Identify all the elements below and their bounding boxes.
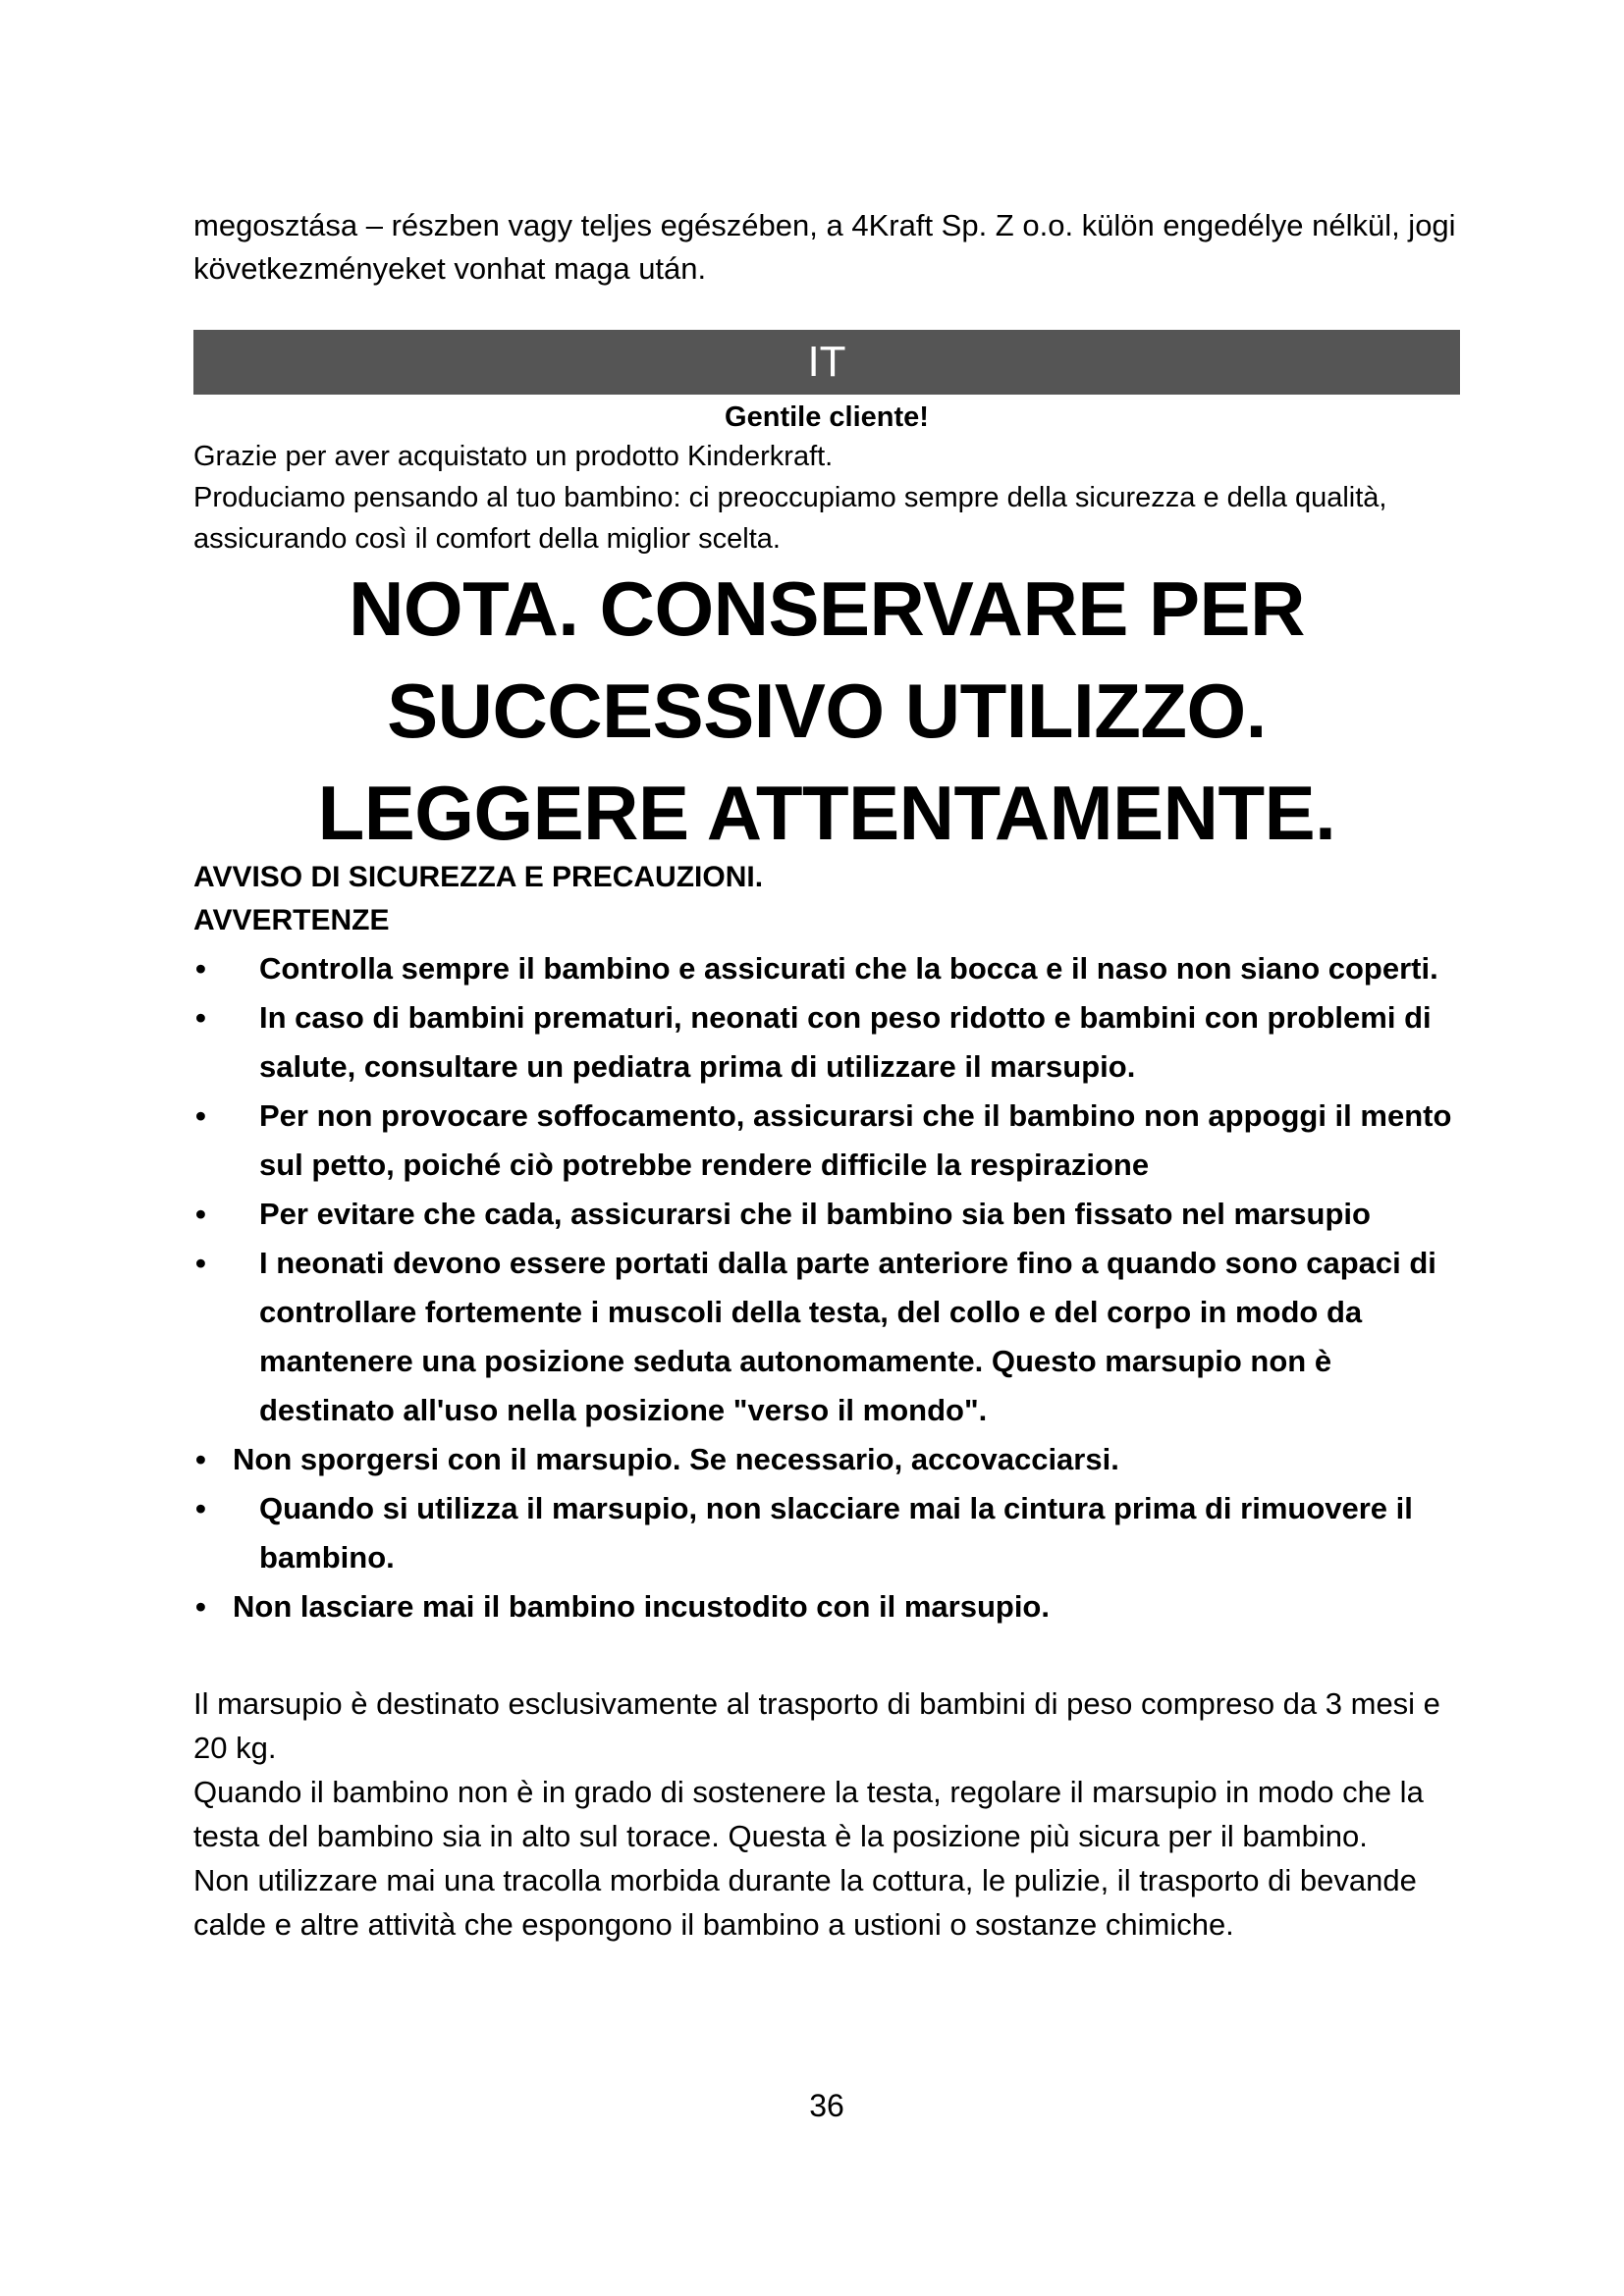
warning-item: • In caso di bambini prematuri, neonati con peso ridotto e bambini con problemi di salute, consultare un pediatra prima di utilizzare il marsupio. <box>193 993 1460 1092</box>
warning-item: • Controlla sempre il bambino e assicurati che la bocca e il naso non siano coperti. <box>193 944 1460 993</box>
intro-line: Grazie per aver acquistato un prodotto Kinderkraft. <box>193 441 834 472</box>
warning-item: • I neonati devono essere portati dalla parte anteriore fino a quando sono capaci di controllare fortemente i muscoli della testa, del collo e del corpo in modo da mantenere una posizione seduta autonomamente. Questo marsupio non è destinato all'uso nella posizione "verso il mondo". <box>193 1239 1460 1435</box>
warning-item: • Quando si utilizza il marsupio, non slacciare mai la cintura prima di rimuovere il bambino. <box>193 1484 1460 1582</box>
language-header-bar: IT <box>193 330 1460 395</box>
body-text <box>193 1682 1460 1947</box>
body-paragraph: Non utilizzare mai una tracolla morbida durante la cottura, le pulizie, il trasporto di bevande calde e altre attività che espongono il bambino a ustioni o sostanze chimiche. <box>193 1863 1417 1942</box>
warning-item: • Per evitare che cada, assicurarsi che il bambino sia ben fissato nel marsupio <box>193 1190 1460 1239</box>
intro-lines <box>193 436 1460 560</box>
main-headline: NOTA. CONSERVARE PER SUCCESSIVO UTILIZZO. LEGGERE ATTENTAMENTE. <box>317 565 1336 856</box>
warnings-list <box>193 944 1460 1631</box>
body-paragraph: Il marsupio è destinato esclusivamente al trasporto di bambini di peso compreso da 3 mesi e 20 kg. <box>193 1686 1440 1765</box>
page-number: 36 <box>809 2088 844 2123</box>
warning-item: • Non sporgersi con il marsupio. Se necessario, accovacciarsi. <box>193 1435 1460 1484</box>
body-paragraph: Quando il bambino non è in grado di sostenere la testa, regolare il marsupio in modo che la testa del bambino sia in alto sul torace. Questa è la posizione più sicura per il bambino. <box>193 1775 1424 1853</box>
intro-paragraph: megosztása – részben vagy teljes egészében, a 4Kraft Sp. Z o.o. külön engedélye nélkül, jogi következményeket vonhat maga után. <box>193 208 1456 286</box>
section-title: AVVISO DI SICUREZZA E PRECAUZIONI. <box>193 861 764 893</box>
intro-line: Produciamo pensando al tuo bambino: ci preoccupiamo sempre della sicurezza e della qualità, assicurando così il comfort della miglior scelta. <box>193 482 1387 555</box>
warnings-title: AVVERTENZE <box>193 904 390 936</box>
greeting: Gentile cliente! <box>725 401 929 433</box>
warning-item: • Per non provocare soffocamento, assicurarsi che il bambino non appoggi il mento sul petto, poiché ciò potrebbe rendere difficile la respirazione <box>193 1092 1460 1190</box>
warning-item: • Non lasciare mai il bambino incustodito con il marsupio. <box>193 1582 1460 1631</box>
